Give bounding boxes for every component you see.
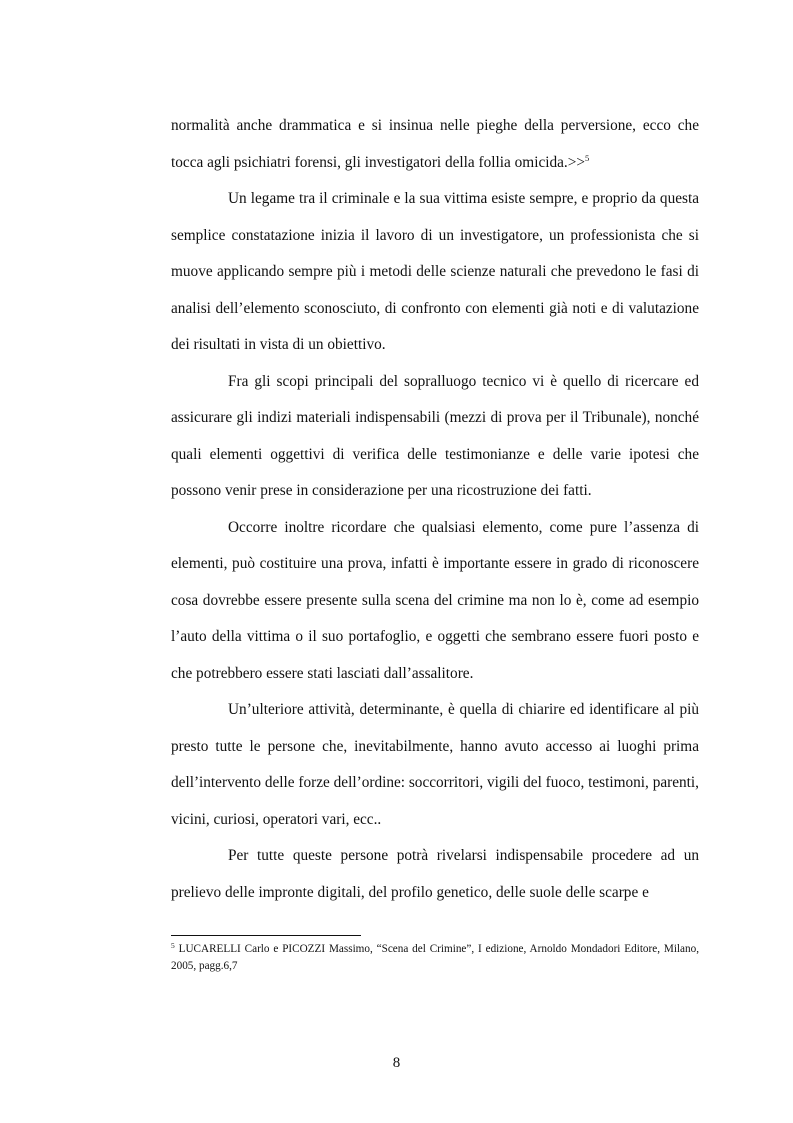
- footnote-reference: 5: [585, 152, 590, 163]
- footnote-number: 5: [171, 941, 175, 950]
- footnote-text: LUCARELLI Carlo e PICOZZI Massimo, “Scena del Crimine”, I edizione, Arnoldo Mondadori Editore, Milano, 2005, pagg.6,7: [171, 943, 699, 972]
- paragraph-text: normalità anche drammatica e si insinua nelle pieghe della perversione, ecco che tocca agli psichiatri forensi, gli investigatori della follia omicida.>>: [171, 117, 699, 171]
- paragraph: Un legame tra il criminale e la sua vittima esiste sempre, e proprio da questa semplice constatazione inizia il lavoro di un investigatore, un professionista che si muove applicando sempre più i metodi delle scienze naturali che prevedono le fasi di analisi dell’elemento sconosciuto, di confronto con elementi già noti e di valutazione dei risultati in vista di un obiettivo.: [171, 190, 699, 353]
- footnote: [171, 941, 699, 975]
- footnote-separator: [171, 935, 361, 936]
- paragraph: Per tutte queste persone potrà rivelarsi indispensabile procedere ad un prelievo delle impronte digitali, del profilo genetico, delle suole delle scarpe e: [171, 847, 699, 901]
- paragraph: Fra gli scopi principali del sopralluogo tecnico vi è quello di ricercare ed assicurare gli indizi materiali indispensabili (mezzi di prova per il Tribunale), nonché quali elementi oggettivi di verifica delle testimonianze e delle varie ipotesi che possono venir prese in considerazione per una ricostruzione dei fatti.: [171, 372, 699, 499]
- paragraph: Un’ulteriore attività, determinante, è quella di chiarire ed identificare al più presto tutte le persone che, inevitabilmente, hanno avuto accesso ai luoghi prima dell’intervento delle forze dell’ordine: soccorritori, vigili del fuoco, testimoni, parenti, vicini, curiosi, operatori vari, ecc..: [171, 701, 699, 828]
- page-number: 8: [392, 1055, 401, 1071]
- paragraph-continuation: [171, 108, 699, 181]
- paragraph: Occorre inoltre ricordare che qualsiasi elemento, come pure l’assenza di elementi, può costituire una prova, infatti è importante essere in grado di riconoscere cosa dovrebbe essere presente sulla scena del crimine ma non lo è, come ad esempio l’auto della vittima o il suo portafoglio, e oggetti che sembrano essere fuori posto e che potrebbero essere stati lasciati dall’assalitore.: [171, 518, 699, 682]
- body-text: [171, 108, 699, 911]
